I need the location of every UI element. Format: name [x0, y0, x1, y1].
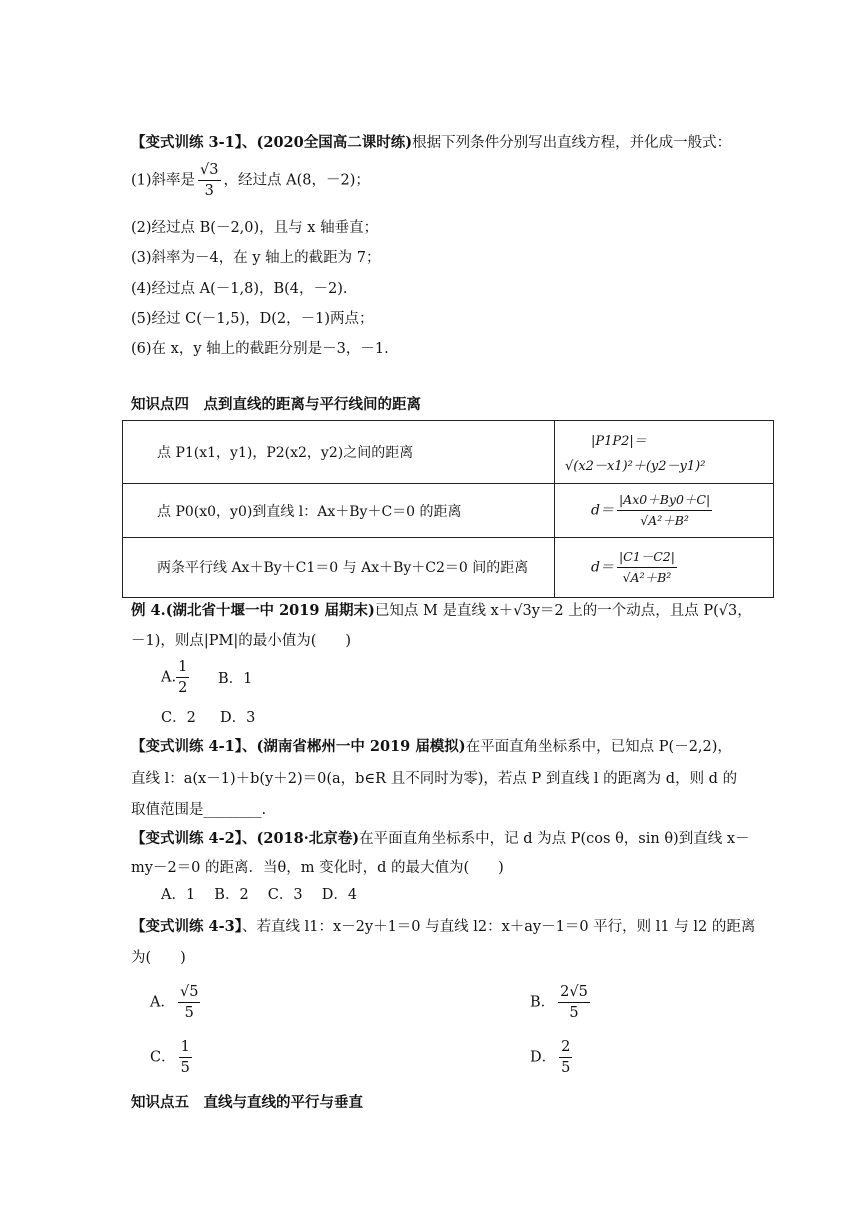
formula-prefix: d＝ — [591, 559, 614, 576]
exercise-4-3-option-a — [150, 982, 203, 1023]
knowledge-point-4-heading: 知识点四 点到直线的距离与平行线间的距离 — [131, 396, 421, 413]
exercise-tag: 【变式训练 3-1】 — [131, 134, 242, 151]
exercise-4-1-line-2: 直线 l：a(x－1)＋b(y＋2)＝0(a，b∈R 且不同时为零)，若点 P 到直线 l 的距离为 d，则 d 的 — [131, 771, 738, 787]
exercise-3-1-item-1 — [131, 160, 370, 201]
knowledge-point-5-heading: 知识点五 直线与直线的平行与垂直 — [131, 1094, 363, 1111]
slope-fraction — [198, 160, 220, 201]
option-fraction — [559, 1037, 572, 1078]
exercise-3-1-item-3: (3)斜率为－4，在 y 轴上的截距为 7； — [131, 250, 381, 266]
distance-formula-table — [122, 420, 774, 598]
formula-bottom: √(x2－x1)²＋(y2－y1)² — [565, 459, 706, 474]
formula-prefix: d＝ — [591, 502, 614, 519]
exercise-4-2-options: A．1 B．2 C．3 D．4 — [161, 887, 358, 903]
item-text: (1)斜率是 — [131, 172, 196, 189]
option-fraction — [558, 982, 590, 1023]
exercise-tag: 【变式训练 4-3】 — [131, 918, 242, 935]
option-label: D． — [530, 1049, 557, 1066]
fraction-numerator: √3 — [198, 160, 220, 181]
table-cell-desc: 点 P0(x0，y0)到直线 l：Ax＋By＋C＝0 的距离 — [123, 484, 555, 538]
exercise-4-2-line-1 — [131, 829, 750, 849]
exercise-3-1-item-6: (6)在 x，y 轴上的截距分别是－3，－1. — [131, 341, 389, 357]
fraction-denominator: 5 — [569, 1005, 579, 1021]
table-cell-desc: 两条平行线 Ax＋By＋C1＝0 与 Ax＋By＋C2＝0 间的距离 — [123, 538, 555, 598]
table-row — [123, 484, 774, 538]
exercise-tag: 【变式训练 4-2】 — [131, 830, 242, 847]
exercise-4-1-line-1 — [131, 737, 732, 757]
exercise-source: 、(2018·北京卷) — [242, 830, 360, 847]
table-cell-formula — [555, 484, 774, 538]
fraction-numerator: |C1－C2| — [617, 547, 677, 568]
table-row — [123, 538, 774, 598]
exercise-4-3-option-c — [150, 1037, 195, 1078]
exercise-source: 、(2020全国高二课时练) — [242, 134, 413, 151]
fraction-numerator: 1 — [179, 1037, 192, 1058]
item-text: ，经过点 A(8，－2)； — [223, 172, 370, 189]
exercise-tag: 【变式训练 4-1】 — [131, 738, 242, 755]
exercise-3-1-item-4: (4)经过点 A(－1,8)，B(4，－2). — [131, 281, 348, 297]
table-cell-desc: 点 P1(x1，y1)，P2(x2，y2)之间的距离 — [123, 421, 555, 484]
exercise-text: 在平面直角坐标系中，记 d 为点 P(cos θ，sin θ)到直线 x－ — [359, 831, 750, 847]
exercise-4-1-line-3: 取值范围是________. — [131, 802, 267, 818]
example-4-option-a — [161, 657, 192, 698]
exercise-4-3-line-2: 为( ) — [131, 950, 186, 966]
exercise-source: 、(湖南省郴州一中 2019 届模拟) — [242, 738, 466, 755]
fraction-denominator: 5 — [180, 1060, 190, 1076]
table-cell-formula — [555, 421, 774, 484]
fraction-denominator: √A²＋B² — [622, 570, 672, 585]
table-cell-formula — [555, 538, 774, 598]
fraction-denominator: √A²＋B² — [640, 513, 689, 528]
fraction-denominator: 5 — [184, 1005, 194, 1021]
fraction-denominator: 3 — [204, 183, 214, 199]
formula-fraction — [617, 547, 677, 588]
exercise-4-2-line-2: my－2＝0 的距离．当θ，m 变化时，d 的最大值为( ) — [131, 860, 504, 876]
option-label: A. — [161, 669, 177, 686]
table-row — [123, 421, 774, 484]
exercise-text: 在平面直角坐标系中，已知点 P(－2,2)， — [465, 739, 732, 755]
exercise-3-1-title — [131, 133, 731, 153]
exercise-text: 根据下列条件分别写出直线方程，并化成一般式： — [412, 135, 732, 151]
fraction-numerator: 2√5 — [558, 982, 590, 1003]
fraction-numerator: |Ax0＋By0＋C| — [617, 490, 712, 511]
example-4-option-c: C．2 — [161, 710, 196, 726]
example-4-option-d: D．3 — [220, 710, 256, 726]
fraction-denominator: 2 — [178, 680, 188, 696]
exercise-4-3-option-d — [530, 1037, 575, 1078]
fraction-numerator: 2 — [559, 1037, 572, 1058]
exercise-3-1-item-5: (5)经过 C(－1,5)，D(2，－1)两点； — [131, 311, 374, 327]
exercise-4-3-option-b — [530, 982, 593, 1023]
example-4-line-1 — [131, 601, 752, 621]
example-label: 例 4. — [131, 602, 166, 619]
exercise-3-1-item-2: (2)经过点 B(－2,0)，且与 x 轴垂直； — [131, 220, 379, 236]
fraction-numerator: 1 — [176, 657, 189, 678]
example-text: 已知点 M 是直线 x＋√3y＝2 上的一个动点，且点 P(√3， — [374, 603, 752, 619]
option-fraction — [178, 982, 200, 1023]
exercise-4-3-line-1 — [131, 917, 755, 937]
fraction-denominator: 5 — [561, 1060, 571, 1076]
formula-fraction — [617, 490, 712, 531]
example-4-option-b: B．1 — [218, 671, 253, 687]
example-4-line-2: －1)，则点|PM|的最小值为( ) — [131, 633, 352, 649]
example-source: (湖北省十堰一中 2019 届期末) — [165, 602, 375, 619]
fraction-numerator: √5 — [178, 982, 200, 1003]
option-label: A． — [150, 994, 175, 1011]
exercise-text: 、若直线 l1：x－2y＋1＝0 与直线 l2：x＋ay－1＝0 平行，则 l1 与 l2 的距离 — [242, 919, 756, 935]
option-fraction — [176, 657, 189, 698]
option-label: C． — [150, 1049, 176, 1066]
option-label: B． — [530, 994, 556, 1011]
option-fraction — [179, 1037, 192, 1078]
formula-top: |P1P2|＝ — [591, 434, 647, 449]
